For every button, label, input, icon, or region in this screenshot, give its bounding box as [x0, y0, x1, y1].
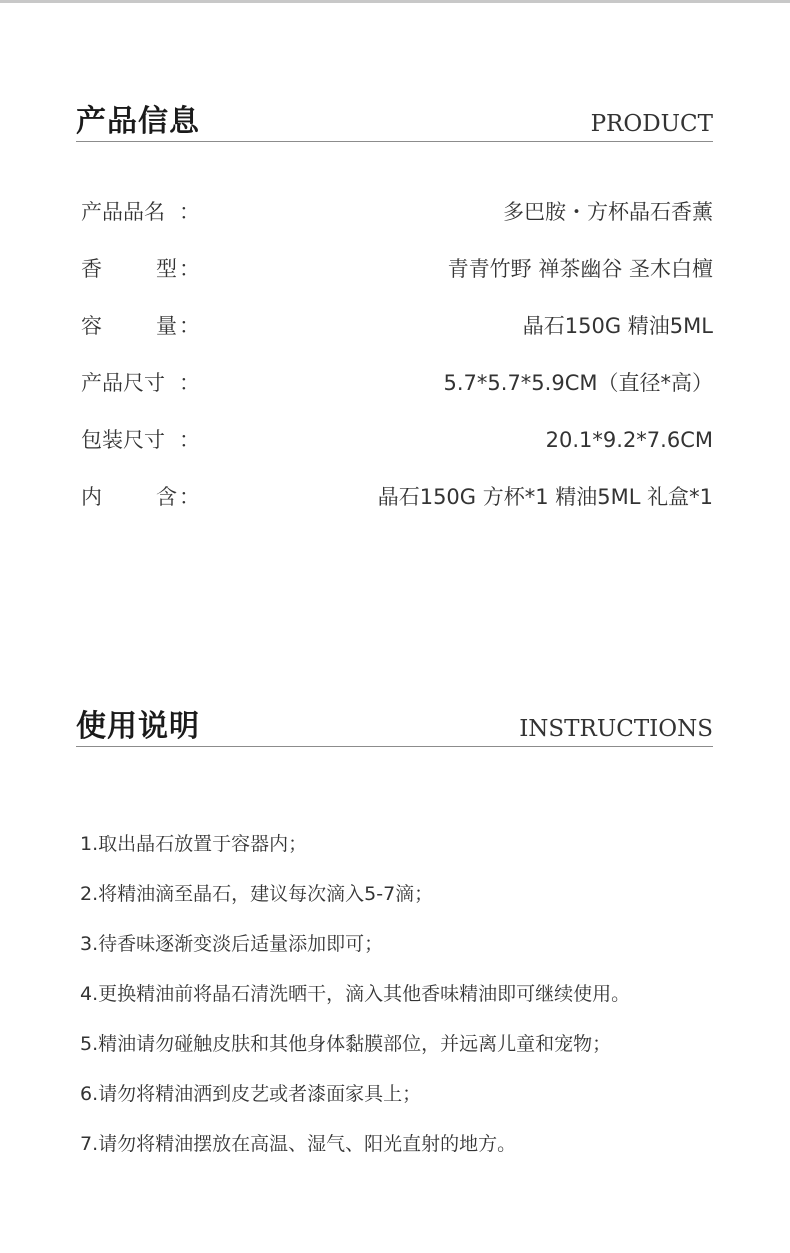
spec-value: 5.7*5.7*5.9CM（直径*高）: [443, 371, 713, 395]
instructions-list: [80, 828, 720, 1178]
spec-label-char: 量: [156, 314, 177, 338]
instruction-item: 5.精油请勿碰触皮肤和其他身体黏膜部位，并远离儿童和宠物；: [80, 1033, 612, 1055]
product-info-title-en: PRODUCT: [590, 111, 713, 137]
spec-row-contents: [81, 481, 713, 538]
spec-colon: ：: [179, 371, 200, 395]
instructions-title: 使用说明: [76, 709, 200, 744]
instruction-item: 1.取出晶石放置于容器内；: [80, 833, 308, 855]
spec-label-char: 香: [81, 257, 102, 281]
instruction-item: 2.将精油滴至晶石，建议每次滴入5-7滴；: [80, 883, 434, 905]
spec-value: 晶石150G 方杯*1 精油5ML 礼盒*1: [377, 485, 713, 509]
spec-label: 产品品名: [81, 200, 165, 224]
instructions-header: [76, 706, 713, 747]
spec-colon: ：: [179, 485, 200, 509]
spec-row-product-name: [81, 196, 713, 253]
spec-row-package-size: [81, 424, 713, 481]
spec-label: 包装尺寸: [81, 428, 165, 452]
instruction-item: 4.更换精油前将晶石清洗晒干，滴入其他香味精油即可继续使用。: [80, 983, 631, 1005]
spec-label: [81, 481, 177, 513]
spec-value: 青青竹野 禅茶幽谷 圣木白檀: [447, 257, 713, 281]
spec-colon: ：: [179, 314, 200, 338]
top-divider-bar: [0, 0, 790, 3]
instruction-item: 7.请勿将精油摆放在高温、湿气、阳光直射的地方。: [80, 1133, 517, 1155]
instruction-item: 3.待香味逐渐变淡后适量添加即可；: [80, 933, 384, 955]
spec-label: [81, 310, 177, 342]
instructions-title-en: INSTRUCTIONS: [519, 716, 713, 742]
spec-label-char: 含: [156, 485, 177, 509]
spec-label: 产品尺寸: [81, 371, 165, 395]
spec-colon: ：: [179, 428, 200, 452]
product-info-header: [76, 101, 713, 142]
spec-row-product-size: [81, 367, 713, 424]
spec-row-scent: [81, 253, 713, 310]
spec-label-char: 容: [81, 314, 102, 338]
spec-colon: ：: [179, 257, 200, 281]
instruction-item: 6.请勿将精油洒到皮艺或者漆面家具上；: [80, 1083, 422, 1105]
product-spec-list: [81, 196, 713, 538]
spec-value: 晶石150G 精油5ML: [522, 314, 713, 338]
spec-row-capacity: [81, 310, 713, 367]
spec-value: 20.1*9.2*7.6CM: [545, 428, 713, 452]
spec-label-char: 型: [156, 257, 177, 281]
spec-label-char: 内: [81, 485, 102, 509]
product-info-title: 产品信息: [76, 104, 200, 139]
spec-label: [81, 253, 177, 285]
spec-colon: ：: [179, 200, 200, 224]
spec-value: 多巴胺・方杯晶石香薰: [503, 200, 713, 224]
